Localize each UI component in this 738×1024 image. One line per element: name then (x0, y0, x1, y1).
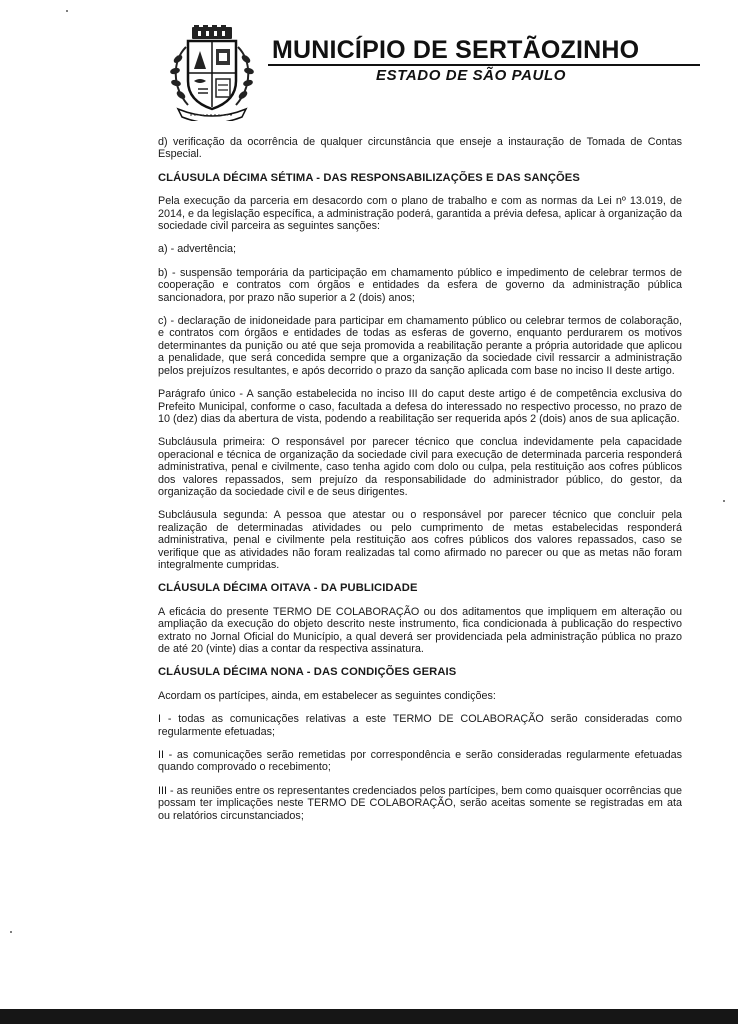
condition-item-3: III - as reuniões entre os representantes credenciados pelos partícipes, bem como quaisquer ocorrências que possam ter implicações neste TERMO DE COLABORAÇÃO, serão aceitas somente se registradas em ata ou relatórios circunstanciados; (158, 784, 682, 822)
sanction-item-b: b) - suspensão temporária da participação em chamamento público e impedimento de celebrar termos de cooperação e contratos com órgãos e entidades da esfera de governo da administração pública sancionadora, por prazo não superior a 2 (dois) anos; (158, 266, 682, 304)
condition-item-2: II - as comunicações serão remetidas por correspondência e serão consideradas regularmente efetuadas quando comprovado o recebimento; (158, 749, 682, 774)
clause-19-heading: CLÁUSULA DÉCIMA NONA - DAS CONDIÇÕES GERAIS (158, 666, 457, 679)
clause-19-intro: Acordam os partícipes, ainda, em estabelecer as seguintes condições: (158, 689, 496, 702)
scan-speck (723, 500, 725, 502)
coat-of-arms-icon (168, 25, 256, 121)
header-rule (268, 64, 700, 66)
sole-paragraph: Parágrafo único - A sanção estabelecida no inciso III do caput deste artigo é de competência exclusiva do Prefeito Municipal, conforme o caso, facultada a defesa do interessado no respectivo processo, no prazo de 10 (dez) dias da abertura de vista, podendo a reabilitação ser requerida após 2 (dois) anos de sua aplicação. (158, 388, 682, 425)
item-d-paragraph: d) verificação da ocorrência de qualquer circunstância que enseje a instauração de Tomada de Contas Especial. (158, 136, 682, 161)
clause-17-heading: CLÁUSULA DÉCIMA SÉTIMA - DAS RESPONSABILIZAÇÕES E DAS SANÇÕES (158, 171, 580, 184)
subclause-second: Subcláusula segunda: A pessoa que atestar ou o responsável por parecer técnico que concluir pela realização de determinadas atividades ou pelo cumprimento de metas estabelecidas responderá administrativa, penal e civilmente pela restituição aos cofres públicos dos valores repassados, caso se verifique que as atividades não foram realizadas tal como afirmado no parecer ou que as metas não foram integralmente cumpridas. (158, 509, 682, 571)
scan-bottom-edge (0, 1009, 738, 1024)
document-body (158, 136, 682, 833)
scan-speck (66, 10, 68, 12)
clause-18-text: A eficácia do presente TERMO DE COLABORAÇÃO ou dos aditamentos que impliquem em alteração ou ampliação da execução do objeto descrito neste instrumento, fica condicionada à publicação do respectivo extrato no Jornal Oficial do Município, a qual deverá ser providenciada pela administração pública no prazo de até 20 (vinte) dias a contar da respectiva assinatura. (158, 605, 682, 655)
sanction-item-c: c) - declaração de inidoneidade para participar em chamamento público ou celebrar termos de colaboração, e contratos com órgãos e entidades de todas as esferas de governo, enquanto perdurarem os motivos determinantes da punição ou até que seja promovida a reabilitação perante a própria autoridade que aplicou a penalidade, que será concedida sempre que a organização da sociedade civil ressarcir a administração pelos prejuízos resultantes, e após decorrido o prazo da sanção aplicada com base no inciso II deste artigo. (158, 315, 682, 377)
clause-18-heading: CLÁUSULA DÉCIMA OITAVA - DA PUBLICIDADE (158, 582, 418, 595)
scan-speck (10, 931, 12, 933)
clause-17-intro: Pela execução da parceria em desacordo com o plano de trabalho e com as normas da Lei nº 13.019, de 2014, e da legislação específica, a administração poderá, garantida a prévia defesa, aplicar à organização da sociedade civil parceira as seguintes sanções: (158, 195, 682, 233)
municipality-title: MUNICÍPIO DE SERTÃOZINHO (272, 36, 640, 64)
condition-item-1: I - todas as comunicações relativas a este TERMO DE COLABORAÇÃO serão consideradas como regularmente efetuadas; (158, 713, 682, 738)
subclause-first: Subcláusula primeira: O responsável por parecer técnico que conclua indevidamente pela capacidade operacional e técnica de organização da sociedade civil para execução de determinada parceria responderá administrativa, penal e civilmente, caso tenha agido com dolo ou culpa, pela restituição aos cofres públicos dos valores repassados, sem prejuízo da responsabilidade do administrador público, do gestor, da organização da sociedade civil e de seus dirigentes. (158, 436, 682, 498)
state-subtitle: ESTADO DE SÃO PAULO (376, 67, 567, 84)
sanction-item-a: a) - advertência; (158, 243, 237, 256)
